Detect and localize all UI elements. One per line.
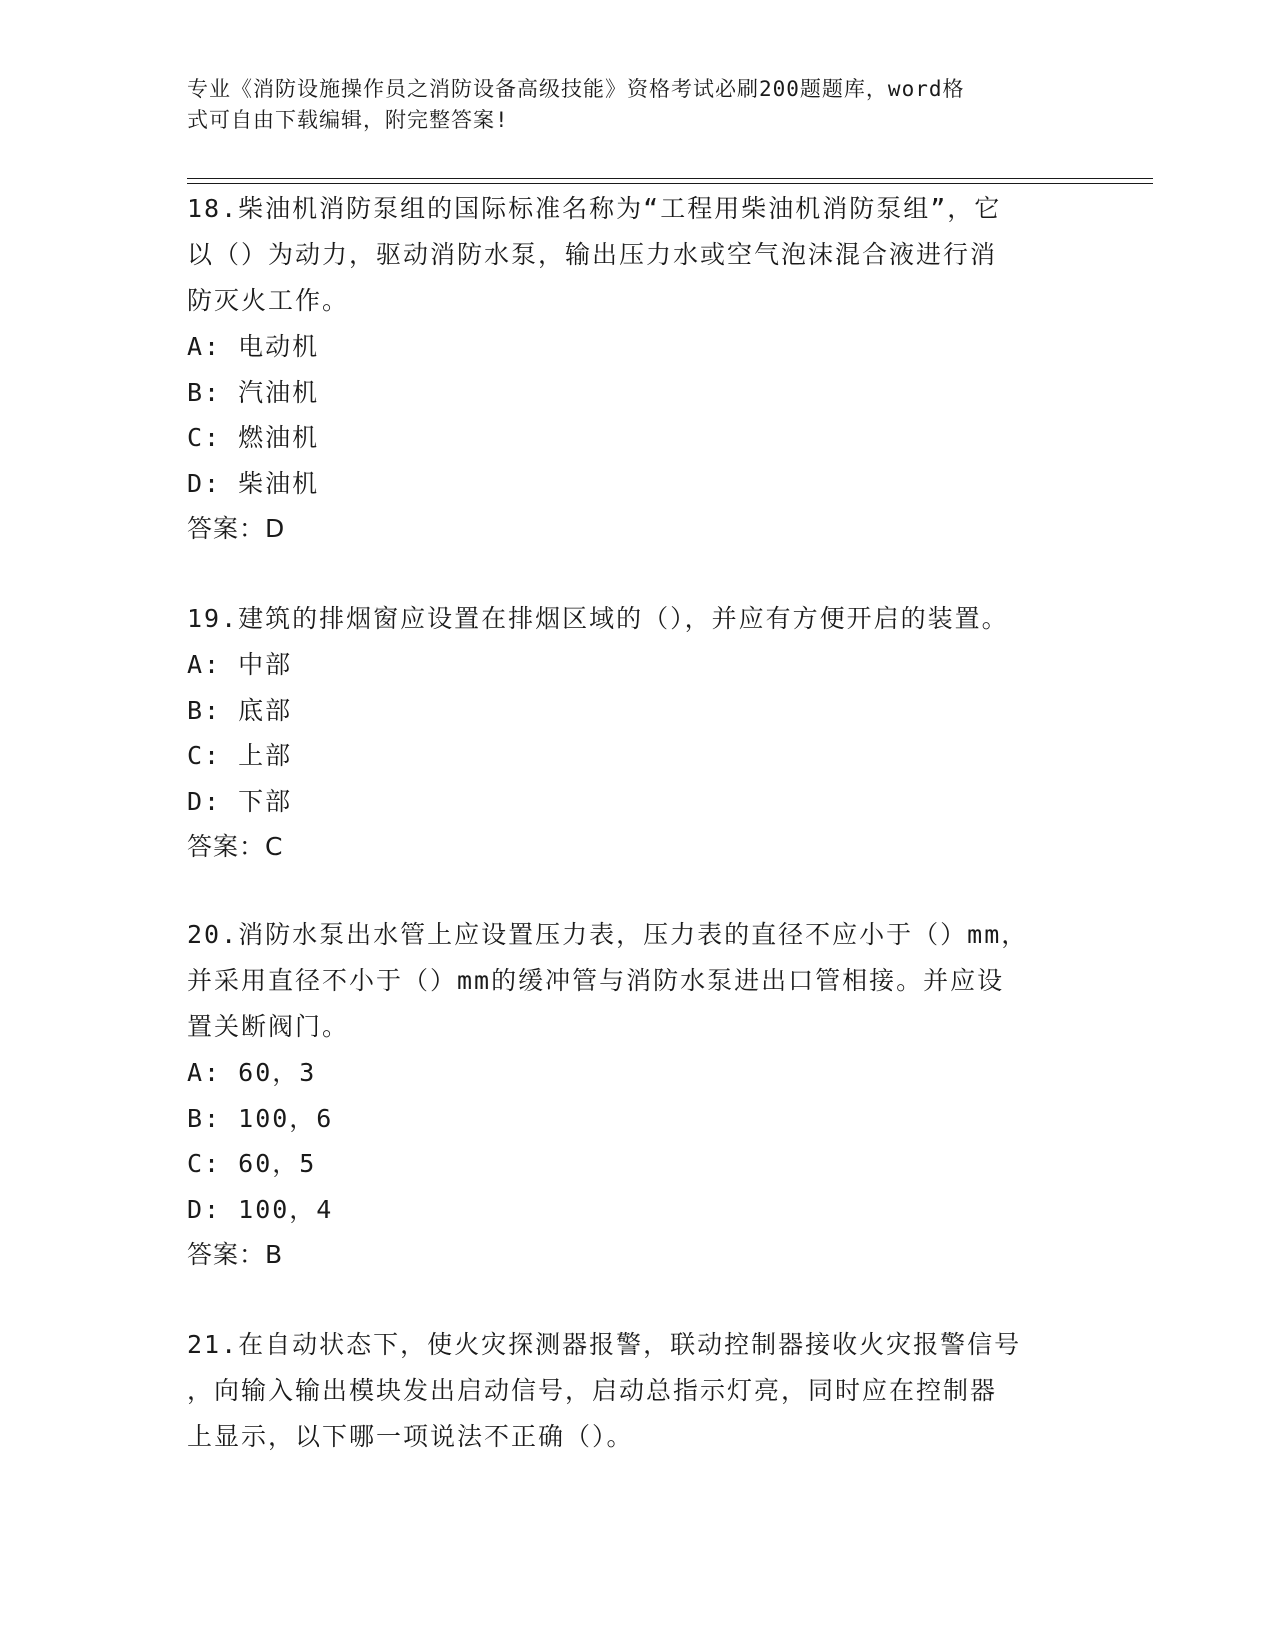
answer-text: 答案：C (187, 832, 284, 861)
question-text-line: 21.在自动状态下，使火灾探测器报警，联动控制器接收火灾报警信号 (187, 1330, 1022, 1359)
answer-text: 答案：D (187, 514, 286, 543)
header-line-2: 式可自由下载编辑，附完整答案! (187, 108, 509, 132)
option-d: D: 下部 (187, 786, 293, 816)
question-text-line: 上显示，以下哪一项说法不正确（）。 (187, 1422, 634, 1451)
question-text-line: 以（）为动力，驱动消防水泵，输出压力水或空气泡沫混合液进行消 (187, 240, 998, 269)
question-text-line: 并采用直径不小于（）mm的缓冲管与消防水泵进出口管相接。并应设 (187, 966, 1005, 995)
question-text-line: ，向输入输出模块发出启动信号，启动总指示灯亮，同时应在控制器 (187, 1376, 998, 1405)
question-text-line: 置关断阀门。 (187, 1012, 350, 1041)
option-c: C: 燃油机 (187, 423, 320, 452)
option-c: C: 60，5 (187, 1149, 317, 1178)
question-text-line: 18.柴油机消防泵组的国际标准名称为“工程用柴油机消防泵组”，它 (187, 194, 1002, 223)
option-a: A: 60，3 (187, 1058, 317, 1087)
option-b: B: 汽油机 (187, 377, 320, 407)
option-c: C: 上部 (187, 741, 293, 770)
option-d: D: 100，4 (187, 1194, 334, 1224)
option-a: A: 电动机 (187, 332, 320, 361)
question-text-line: 20.消防水泵出水管上应设置压力表，压力表的直径不应小于（）mm， (187, 920, 1029, 949)
question-21 (187, 1322, 1077, 1460)
question-text-line: 防灭火工作。 (187, 286, 350, 315)
question-20 (187, 912, 1077, 1278)
question-18 (187, 186, 1077, 552)
header-divider-top (187, 178, 1153, 179)
option-a: A: 中部 (187, 650, 293, 679)
option-d: D: 柴油机 (187, 468, 320, 498)
header-divider-bottom (187, 183, 1153, 184)
answer-text: 答案：B (187, 1240, 284, 1269)
document-header (187, 74, 1087, 136)
option-b: B: 100，6 (187, 1103, 334, 1133)
question-text-line: 19.建筑的排烟窗应设置在排烟区域的（），并应有方便开启的装置。 (187, 604, 1009, 633)
option-b: B: 底部 (187, 695, 293, 725)
header-line-1: 专业《消防设施操作员之消防设备高级技能》资格考试必刷200题题库，word格 (187, 77, 965, 101)
question-19 (187, 596, 1077, 870)
